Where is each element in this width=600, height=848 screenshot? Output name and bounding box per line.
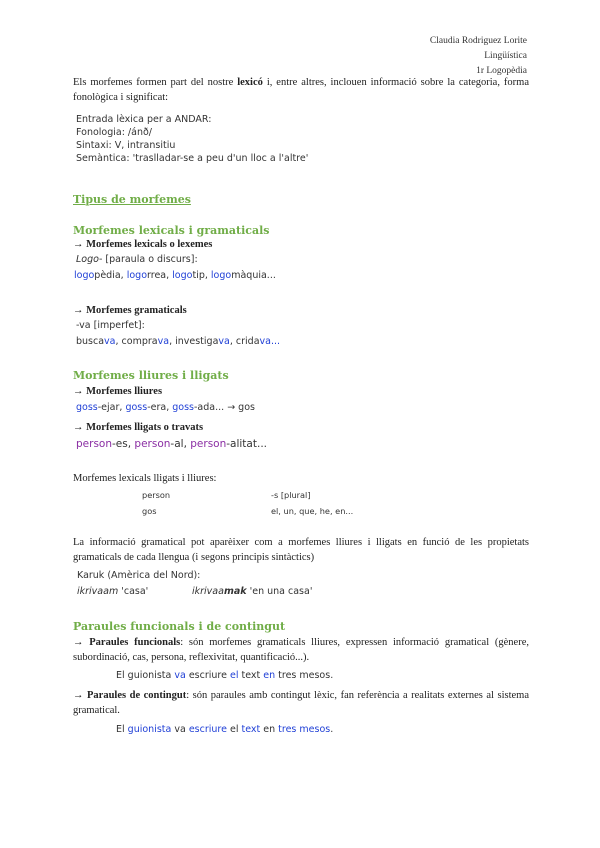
logo-root: Logo [76,254,99,265]
bound-example-root: person [190,438,227,450]
intro-paragraph [73,76,529,105]
intro-text-pre: Els morfemes formen part del nostre [73,77,238,88]
sentence-token: El guionista [116,670,175,681]
karuk-word-1: ikrivaam [77,586,119,597]
sentence-token: text [238,670,264,681]
header-subject: Lingüística [484,51,527,61]
va-examples: buscava, comprava, investigava, cridava... [76,336,281,347]
subsection-title-functional-content: Paraules funcionals i de contingut [73,620,286,633]
karuk-label: Karuk (Amèrica del Nord): [77,570,201,581]
free-example-root: goss [172,402,194,413]
karuk-example-1 [77,586,148,597]
sentence-token-functional: en [263,670,276,681]
section-title-types [73,193,191,206]
functional-example-sentence [116,670,333,681]
karuk-word-2-root: ikrivaa [192,586,224,597]
subsection-title-lexical-grammatical: Morfemes lexicals i gramaticals [73,224,270,237]
bound-morphemes-heading: → Morfemes lligats o travats [73,422,204,433]
lexical-bound-free-label: Morfemes lexicals lligats i lliures: [73,473,217,484]
free-example-root: goss [125,402,148,413]
free-example-suffix: -era [147,402,167,413]
header-author: Claudia Rodriguez Lorite [429,36,527,46]
logo-example-root: logo [172,270,193,281]
sentence-token-content: tres mesos [278,724,331,735]
va-example-suffix: va [218,336,230,347]
free-morphemes-heading: → Morfemes lliures [73,386,163,397]
karuk-gloss-2: 'en una casa' [249,586,313,597]
logo-example-rest: pèdia [94,270,121,281]
sentence-token-content: escriure [188,724,227,735]
intro-bold-term: lexicó [237,77,263,88]
free-examples: goss-ejar, goss-era, goss-ada... → gos [76,402,255,413]
intro-text-post: i, entre altres, inclouen informació sobre la categoria, forma fonològica i significat: [73,77,529,103]
free-arrow-result: → gos [227,402,255,413]
bound-examples: person-es, person-al, person-alitat... [76,438,267,450]
va-example-root: busca [76,336,105,347]
sentence-token-content: guionista [127,724,172,735]
sentence-token: . [330,724,334,735]
sentence-token-functional: el [229,670,239,681]
functional-words-paragraph [73,636,529,665]
free-example-suffix: -ada... [193,402,225,413]
va-example-root: compra [121,336,158,347]
table-right-cell: -s [plural] [271,490,311,500]
subsection-title-free-bound: Morfemes lliures i lligats [73,369,229,382]
table-left-cell: person [142,490,171,500]
karuk-word-2-suffix: mak [223,586,247,597]
bound-example-suffix: -al [170,438,184,450]
section-title-types-text: Tipus de morfemes [73,193,191,206]
sentence-token-functional: va [174,670,186,681]
sentence-token-content: text [241,724,261,735]
grammatical-info-paragraph: La informació gramatical pot aparèixer com a morfemes lliures i lligats en funció de les propietats gramaticals de cada llengua (i segons principis sintàctics) [73,537,529,563]
va-gloss: -va [imperfet]: [76,320,145,331]
functional-words-text: : són morfemes gramaticals lliures, expressen informació gramatical (gènere, subordinació, cas, persona, reflexivitat, quantificació...). [73,637,529,663]
free-example-suffix: -ejar [97,402,120,413]
lexical-entry-line-4: Semàntica: 'traslladar-se a peu d'un lloc a l'altre' [76,153,309,164]
va-example-root: crida [235,336,260,347]
lexical-entry-line-3: Sintaxi: V, intransitiu [76,140,176,151]
bound-example-root: person [134,438,171,450]
sentence-token: El [116,724,128,735]
logo-root-gloss [76,254,198,265]
karuk-gloss-1: 'casa' [121,586,149,597]
content-example-sentence [116,724,333,735]
functional-words-heading: → Paraules funcionals [73,637,181,648]
va-example-suffix: va [157,336,170,347]
lexical-entry-line-2: Fonologia: /ánð/ [76,127,152,138]
logo-example-root: logo [126,270,148,281]
logo-example-rest: rrea [147,270,167,281]
logo-gloss: - [paraula o discurs]: [98,254,198,265]
bound-example-suffix: -es [112,438,128,450]
bound-example-root: person [76,438,112,450]
table-left-cell: gos [142,506,157,516]
va-example-suffix: va [104,336,116,347]
sentence-token: el [226,724,242,735]
sentence-token: escriure [185,670,230,681]
header-course: 1r Logopèdia [476,66,527,76]
bound-example-suffix: -alitat... [226,438,267,450]
table-right-cell: el, un, que, he, en... [271,506,354,516]
logo-example-root: logo [74,270,95,281]
content-words-paragraph [73,689,529,718]
lexical-morphemes-heading: → Morfemes lexicals o lexemes [73,239,213,250]
grammatical-morphemes-heading: → Morfemes gramaticals [73,305,187,316]
logo-example-rest: tip [192,270,205,281]
logo-example-rest: màquia... [231,270,276,281]
content-words-text: : són paraules amb contingut lèxic, fan referència a realitats externes al sistema gramatical. [73,690,529,716]
sentence-token: va [171,724,189,735]
va-example-root: investiga [175,336,219,347]
karuk-example-2 [192,586,312,597]
logo-examples: logopèdia, logorrea, logotip, logomàquia... [74,270,276,281]
content-words-heading: → Paraules de contingut [73,690,187,701]
lexical-entry-line-1: Entrada lèxica per a ANDAR: [76,114,212,125]
va-example-suffix: va... [259,336,281,347]
logo-example-root: logo [210,270,232,281]
free-example-root: goss [76,402,98,413]
sentence-token: en [260,724,279,735]
sentence-token: tres mesos. [275,670,334,681]
